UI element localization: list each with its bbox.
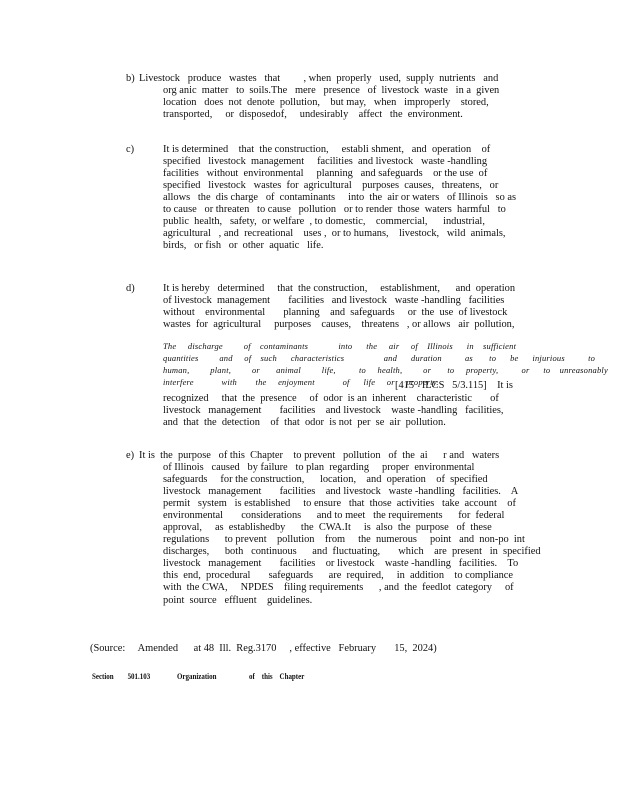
paragraph-e-line: safeguards for the construction, location, and operation of specified [163, 474, 488, 486]
paragraph-e-line: It is the purpose of this Chapter to prevent pollution of the ai r and waters [139, 450, 500, 461]
paragraph-c-line: public health, safety, or welfare , to domestic, commercial, industrial, [163, 216, 485, 228]
paragraph-c-line: birds, or fish or other aquatic life. [163, 240, 324, 252]
paragraph-c-line: agricultural , and recreational uses , or to humans, livestock, wild animals, [163, 228, 506, 240]
paragraph-c-line: specified livestock wastes for agricultural purposes causes, threatens, or [163, 180, 499, 192]
paragraph-e-label: e) [126, 450, 135, 461]
paragraph-c-line: to cause or threaten to cause pollution or to render those waters harmful to [163, 204, 506, 216]
section-title: Organization [177, 672, 217, 681]
paragraph-b [139, 73, 498, 85]
paragraph-e-line: this end, procedural safeguards are required, in addition to compliance [163, 570, 513, 582]
paragraph-e-line: point source effluent guidelines. [163, 594, 313, 606]
paragraph-e-line: permit system is established to ensure that those activities take account of [163, 498, 516, 510]
statutory-quote-line: interfere with the enjoyment of life or property. [163, 377, 439, 388]
paragraph-e-line: with the CWA, NPDES filing requirements , and the feedlot category of [163, 582, 514, 594]
paragraph-d-label: d) [126, 283, 135, 294]
paragraph-e [139, 450, 499, 462]
paragraph-d-line: recognized that the presence of odor is an inherent characteristic of [163, 393, 499, 404]
paragraph-d-line: livestock management facilities and livestock waste -handling facilities, [163, 405, 504, 417]
source-note: (Source: Amended at 48 Ill. Reg.3170 , effective February 15, 2024) [90, 643, 437, 654]
paragraph-e-line: of Illinois caused by failure to plan regarding proper environmental [163, 462, 475, 473]
paragraph-c-line: allows the dis charge of contaminants into the air or waters of Illinois so as [163, 192, 517, 204]
paragraph-e-line: livestock management facilities and livestock waste -handling facilities. A [163, 486, 519, 498]
statutory-quote-line: human, plant, or animal life, to health, or to property, or to unreasonably [163, 365, 608, 376]
section-number: Section 501.103 [92, 672, 151, 681]
paragraph-b-line: location does not denote pollution, but may, when improperly stored, [163, 97, 489, 109]
statute-citation: [415 ILCS 5/3.115] It is [395, 380, 513, 391]
statutory-quote [163, 340, 613, 388]
paragraph-b-line: transported, or disposedof, undesirably affect the environment. [163, 109, 463, 121]
statutory-quote-line: The discharge of contaminants into the air of Illinois in sufficient [163, 341, 517, 351]
paragraph-d-line: wastes for agricultural purposes causes, threatens , or allows air pollution, [163, 319, 515, 331]
paragraph-b-line: org anic matter to soils.The mere presence of livestock waste in a given [163, 85, 500, 96]
paragraph-b-line: Livestock produce wastes that , when properly used, supply nutrients and [139, 73, 499, 84]
paragraph-d-continued [163, 393, 504, 429]
paragraph-d-line: of livestock management facilities and livestock waste -handling facilities [163, 295, 505, 307]
statutory-quote-line: quantities and of such characteristics and duration as to be injurious to [163, 353, 596, 364]
paragraph-e-line: regulations to prevent pollution from the numerous point and non-po int [163, 534, 525, 546]
paragraph-c-label: c) [126, 144, 135, 155]
paragraph-c-line: facilities without environmental planning and safeguards or the use of [163, 168, 488, 180]
paragraph-e-line: approval, as establishedby the CWA.It is also the purpose of these [163, 522, 492, 534]
paragraph-c [163, 144, 516, 252]
paragraph-e-line: environmental considerations and to meet the requirements for federal [163, 510, 505, 522]
paragraph-b-continued [163, 85, 499, 121]
paragraph-e-line: discharges, both continuous and fluctuating, which are present in specified [163, 546, 541, 558]
paragraph-c-line: It is determined that the construction, establi shment, and operation of [163, 144, 491, 155]
paragraph-d [163, 283, 515, 331]
paragraph-c-line: specified livestock management facilities and livestock waste -handling [163, 156, 488, 168]
paragraph-d-line: and that the detection of that odor is not per se air pollution. [163, 417, 446, 429]
paragraph-e-continued [163, 462, 541, 607]
paragraph-d-line: It is hereby determined that the construction, establishment, and operation [163, 283, 516, 294]
paragraph-b-label: b) [126, 73, 135, 84]
paragraph-d-line: without environmental planning and safeguards or the use of livestock [163, 307, 508, 319]
section-title-suffix: of this Chapter [249, 672, 305, 681]
paragraph-e-line: livestock management facilities or livestock waste -handling facilities. To [163, 558, 519, 570]
